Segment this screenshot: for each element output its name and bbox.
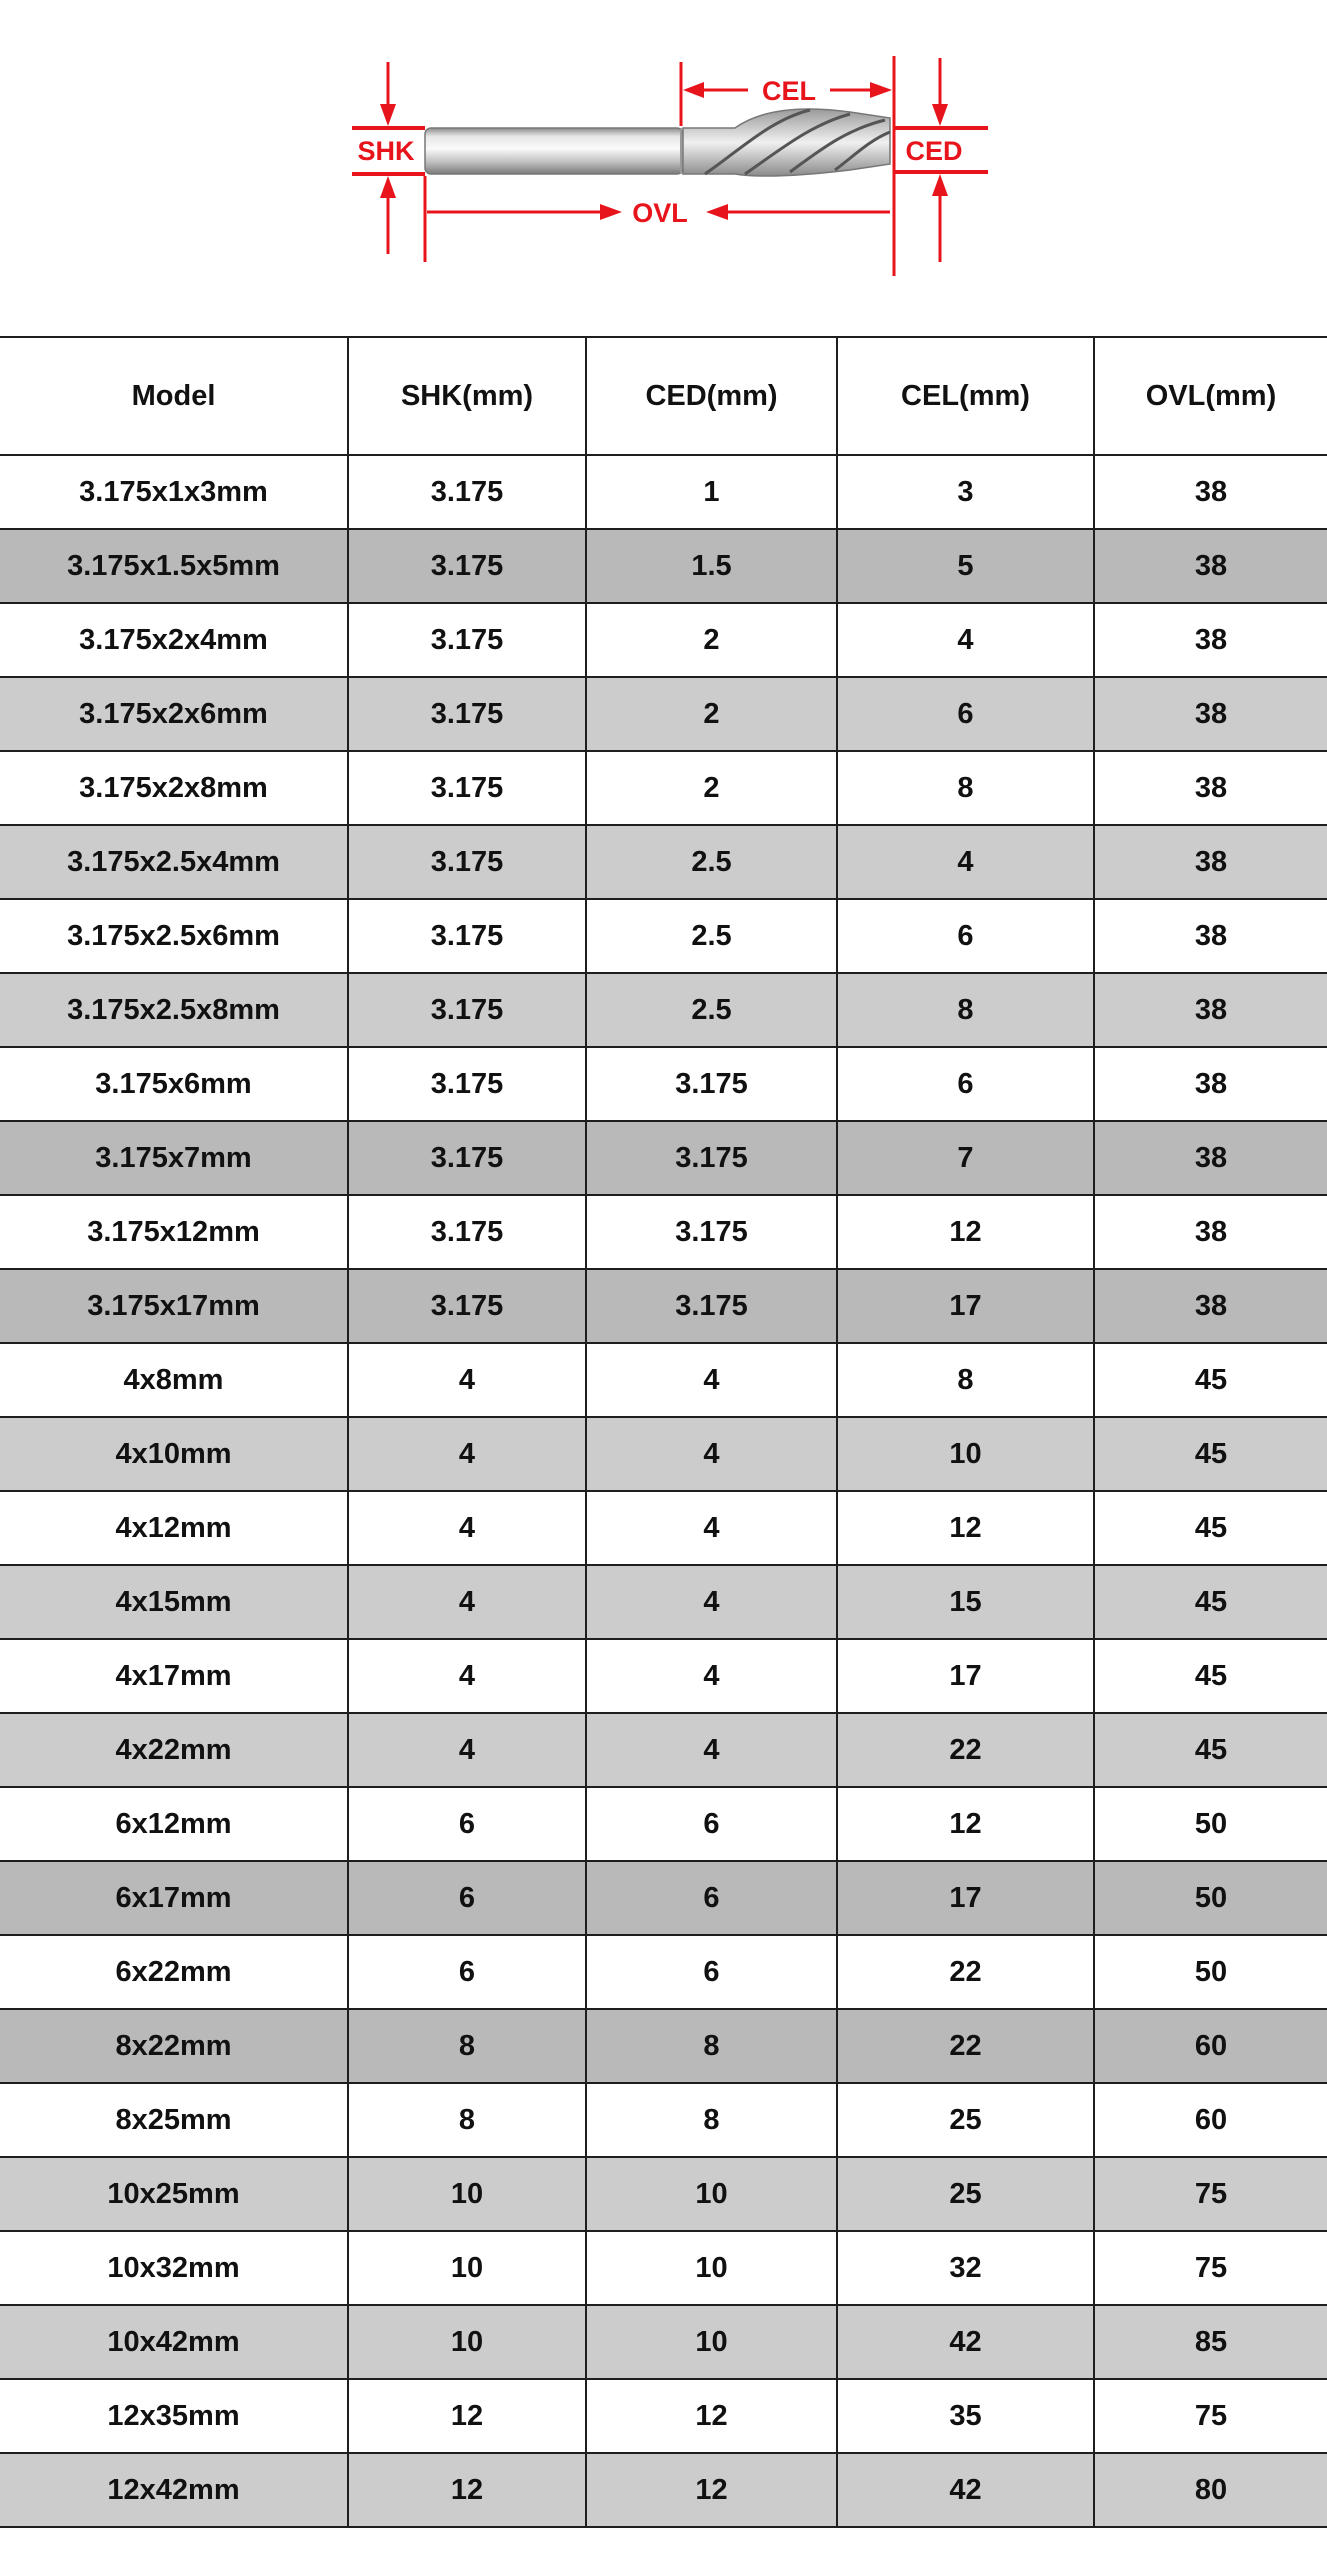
cell-model: 3.175x2x4mm: [0, 603, 348, 677]
table-row: [0, 2305, 1327, 2379]
ovl-arrow-left-head: [600, 204, 622, 220]
cell-ovl: 75: [1094, 2157, 1327, 2231]
table-row: [0, 1121, 1327, 1195]
cell-ovl: 45: [1094, 1417, 1327, 1491]
cell-shk: 3.175: [348, 825, 586, 899]
cell-ced: 10: [586, 2231, 837, 2305]
cell-cel: 17: [837, 1639, 1094, 1713]
cell-model: 10x42mm: [0, 2305, 348, 2379]
cell-shk: 8: [348, 2009, 586, 2083]
header-shk: SHK(mm): [348, 337, 586, 455]
cell-ovl: 50: [1094, 1861, 1327, 1935]
cell-ced: 3.175: [586, 1121, 837, 1195]
cell-cel: 32: [837, 2231, 1094, 2305]
cell-shk: 12: [348, 2379, 586, 2453]
table-header: [0, 337, 1327, 455]
cell-ovl: 45: [1094, 1343, 1327, 1417]
table-row: [0, 973, 1327, 1047]
cell-shk: 3.175: [348, 529, 586, 603]
cell-model: 4x15mm: [0, 1565, 348, 1639]
cell-ovl: 45: [1094, 1491, 1327, 1565]
end-mill-tool-image: [425, 109, 890, 176]
cell-cel: 8: [837, 751, 1094, 825]
cell-shk: 4: [348, 1639, 586, 1713]
cell-shk: 4: [348, 1565, 586, 1639]
cell-shk: 10: [348, 2231, 586, 2305]
cell-model: 8x25mm: [0, 2083, 348, 2157]
table-row: [0, 677, 1327, 751]
table-row: [0, 1935, 1327, 2009]
ovl-label: OVL: [632, 198, 688, 228]
cell-shk: 3.175: [348, 899, 586, 973]
cell-model: 3.175x2.5x6mm: [0, 899, 348, 973]
header-model: Model: [0, 337, 348, 455]
specification-table: [0, 336, 1327, 2528]
cell-cel: 5: [837, 529, 1094, 603]
cell-ced: 8: [586, 2009, 837, 2083]
cell-ovl: 60: [1094, 2009, 1327, 2083]
cell-ced: 3.175: [586, 1047, 837, 1121]
cell-shk: 3.175: [348, 1121, 586, 1195]
cell-ovl: 45: [1094, 1565, 1327, 1639]
cell-ced: 6: [586, 1935, 837, 2009]
cell-model: 4x17mm: [0, 1639, 348, 1713]
header-cel: CEL(mm): [837, 337, 1094, 455]
cell-cel: 25: [837, 2083, 1094, 2157]
cell-shk: 4: [348, 1491, 586, 1565]
cel-label: CEL: [762, 76, 816, 106]
cell-ovl: 38: [1094, 603, 1327, 677]
cell-cel: 17: [837, 1269, 1094, 1343]
cell-shk: 3.175: [348, 973, 586, 1047]
table-row: [0, 2231, 1327, 2305]
cell-model: 3.175x1x3mm: [0, 455, 348, 529]
cell-cel: 6: [837, 1047, 1094, 1121]
cell-model: 6x22mm: [0, 1935, 348, 2009]
cell-ced: 4: [586, 1713, 837, 1787]
cell-shk: 4: [348, 1343, 586, 1417]
cell-cel: 4: [837, 825, 1094, 899]
cell-cel: 42: [837, 2453, 1094, 2527]
cell-ovl: 38: [1094, 455, 1327, 529]
cell-ced: 2.5: [586, 973, 837, 1047]
cell-shk: 6: [348, 1935, 586, 2009]
cell-model: 10x32mm: [0, 2231, 348, 2305]
cell-cel: 10: [837, 1417, 1094, 1491]
cell-shk: 3.175: [348, 1047, 586, 1121]
cell-ovl: 45: [1094, 1639, 1327, 1713]
cell-cel: 25: [837, 2157, 1094, 2231]
cell-ovl: 75: [1094, 2379, 1327, 2453]
cell-ced: 10: [586, 2305, 837, 2379]
cell-ovl: 80: [1094, 2453, 1327, 2527]
table-body: [0, 455, 1327, 2527]
table-row: [0, 1565, 1327, 1639]
table-row: [0, 603, 1327, 677]
table-row: [0, 1639, 1327, 1713]
cell-ovl: 38: [1094, 529, 1327, 603]
cell-model: 6x12mm: [0, 1787, 348, 1861]
table-row: [0, 899, 1327, 973]
cell-ced: 2: [586, 677, 837, 751]
cell-shk: 12: [348, 2453, 586, 2527]
cell-ovl: 75: [1094, 2231, 1327, 2305]
cell-ced: 8: [586, 2083, 837, 2157]
ced-arrow-bottom-head: [932, 174, 948, 196]
cell-ced: 3.175: [586, 1195, 837, 1269]
cell-ced: 2.5: [586, 825, 837, 899]
cell-shk: 4: [348, 1713, 586, 1787]
cell-ced: 4: [586, 1417, 837, 1491]
cell-model: 4x12mm: [0, 1491, 348, 1565]
cell-cel: 22: [837, 1935, 1094, 2009]
table-row: [0, 1787, 1327, 1861]
cell-shk: 6: [348, 1787, 586, 1861]
cell-ced: 1: [586, 455, 837, 529]
cell-cel: 42: [837, 2305, 1094, 2379]
cell-ced: 4: [586, 1639, 837, 1713]
table-row: [0, 1343, 1327, 1417]
cell-model: 3.175x1.5x5mm: [0, 529, 348, 603]
table-row: [0, 1491, 1327, 1565]
cell-ovl: 50: [1094, 1935, 1327, 2009]
header-ced: CED(mm): [586, 337, 837, 455]
cell-shk: 3.175: [348, 1269, 586, 1343]
cell-cel: 35: [837, 2379, 1094, 2453]
cell-ced: 2: [586, 751, 837, 825]
cell-cel: 12: [837, 1787, 1094, 1861]
cell-cel: 17: [837, 1861, 1094, 1935]
cell-model: 4x22mm: [0, 1713, 348, 1787]
shk-arrow-bottom-head: [380, 176, 396, 198]
cell-ovl: 38: [1094, 825, 1327, 899]
cell-shk: 4: [348, 1417, 586, 1491]
cell-shk: 6: [348, 1861, 586, 1935]
cell-ced: 2.5: [586, 899, 837, 973]
cell-model: 10x25mm: [0, 2157, 348, 2231]
cell-shk: 3.175: [348, 1195, 586, 1269]
table-row: [0, 825, 1327, 899]
cell-ced: 12: [586, 2453, 837, 2527]
cell-ovl: 38: [1094, 1121, 1327, 1195]
cell-model: 3.175x17mm: [0, 1269, 348, 1343]
cell-cel: 3: [837, 455, 1094, 529]
cell-ovl: 60: [1094, 2083, 1327, 2157]
table-row: [0, 1713, 1327, 1787]
table-row: [0, 2453, 1327, 2527]
tool-shank: [425, 128, 683, 174]
cel-arrow-right-head: [870, 82, 892, 98]
table-row: [0, 455, 1327, 529]
cell-model: 3.175x2.5x4mm: [0, 825, 348, 899]
cell-ced: 12: [586, 2379, 837, 2453]
table-row: [0, 2009, 1327, 2083]
cell-cel: 22: [837, 1713, 1094, 1787]
shk-arrow-top-head: [380, 104, 396, 126]
ced-arrow-top-head: [932, 104, 948, 126]
cell-shk: 8: [348, 2083, 586, 2157]
cell-shk: 3.175: [348, 455, 586, 529]
cell-cel: 8: [837, 973, 1094, 1047]
cell-model: 12x35mm: [0, 2379, 348, 2453]
table-row: [0, 1195, 1327, 1269]
cell-model: 4x10mm: [0, 1417, 348, 1491]
cell-ovl: 38: [1094, 1269, 1327, 1343]
cell-shk: 3.175: [348, 677, 586, 751]
cell-model: 3.175x2x8mm: [0, 751, 348, 825]
cell-cel: 12: [837, 1195, 1094, 1269]
cell-cel: 7: [837, 1121, 1094, 1195]
cell-shk: 10: [348, 2305, 586, 2379]
cell-shk: 10: [348, 2157, 586, 2231]
table-row: [0, 1047, 1327, 1121]
cell-cel: 12: [837, 1491, 1094, 1565]
cell-ced: 4: [586, 1565, 837, 1639]
table-row: [0, 2379, 1327, 2453]
cell-ovl: 38: [1094, 751, 1327, 825]
cell-cel: 22: [837, 2009, 1094, 2083]
ovl-arrow-right-head: [706, 204, 728, 220]
table-row: [0, 751, 1327, 825]
cell-ced: 4: [586, 1491, 837, 1565]
cell-cel: 15: [837, 1565, 1094, 1639]
cell-ovl: 38: [1094, 1195, 1327, 1269]
shk-label: SHK: [357, 136, 415, 166]
cell-ovl: 38: [1094, 677, 1327, 751]
cell-shk: 3.175: [348, 603, 586, 677]
cell-model: 3.175x6mm: [0, 1047, 348, 1121]
cell-model: 6x17mm: [0, 1861, 348, 1935]
cell-model: 4x8mm: [0, 1343, 348, 1417]
cell-model: 3.175x2.5x8mm: [0, 973, 348, 1047]
cell-ced: 6: [586, 1787, 837, 1861]
cell-ovl: 45: [1094, 1713, 1327, 1787]
table-row: [0, 2157, 1327, 2231]
cell-model: 12x42mm: [0, 2453, 348, 2527]
cell-shk: 3.175: [348, 751, 586, 825]
table-row: [0, 1861, 1327, 1935]
cell-model: 8x22mm: [0, 2009, 348, 2083]
table-row: [0, 2083, 1327, 2157]
header-ovl: OVL(mm): [1094, 337, 1327, 455]
cell-ced: 10: [586, 2157, 837, 2231]
ced-label: CED: [905, 136, 963, 166]
cell-ovl: 38: [1094, 973, 1327, 1047]
cell-cel: 6: [837, 899, 1094, 973]
cell-ced: 6: [586, 1861, 837, 1935]
cell-cel: 6: [837, 677, 1094, 751]
cell-ovl: 38: [1094, 1047, 1327, 1121]
table-row: [0, 1417, 1327, 1491]
end-mill-dimension-diagram: [0, 0, 1327, 336]
cell-cel: 8: [837, 1343, 1094, 1417]
cell-ovl: 50: [1094, 1787, 1327, 1861]
cell-ced: 1.5: [586, 529, 837, 603]
cell-model: 3.175x7mm: [0, 1121, 348, 1195]
cell-ced: 2: [586, 603, 837, 677]
cell-cel: 4: [837, 603, 1094, 677]
header-row: [0, 337, 1327, 455]
cel-arrow-left-head: [683, 82, 704, 98]
cell-ovl: 38: [1094, 899, 1327, 973]
cell-model: 3.175x12mm: [0, 1195, 348, 1269]
cell-ced: 4: [586, 1343, 837, 1417]
table-row: [0, 1269, 1327, 1343]
cell-ovl: 85: [1094, 2305, 1327, 2379]
cell-model: 3.175x2x6mm: [0, 677, 348, 751]
cell-ced: 3.175: [586, 1269, 837, 1343]
table-row: [0, 529, 1327, 603]
